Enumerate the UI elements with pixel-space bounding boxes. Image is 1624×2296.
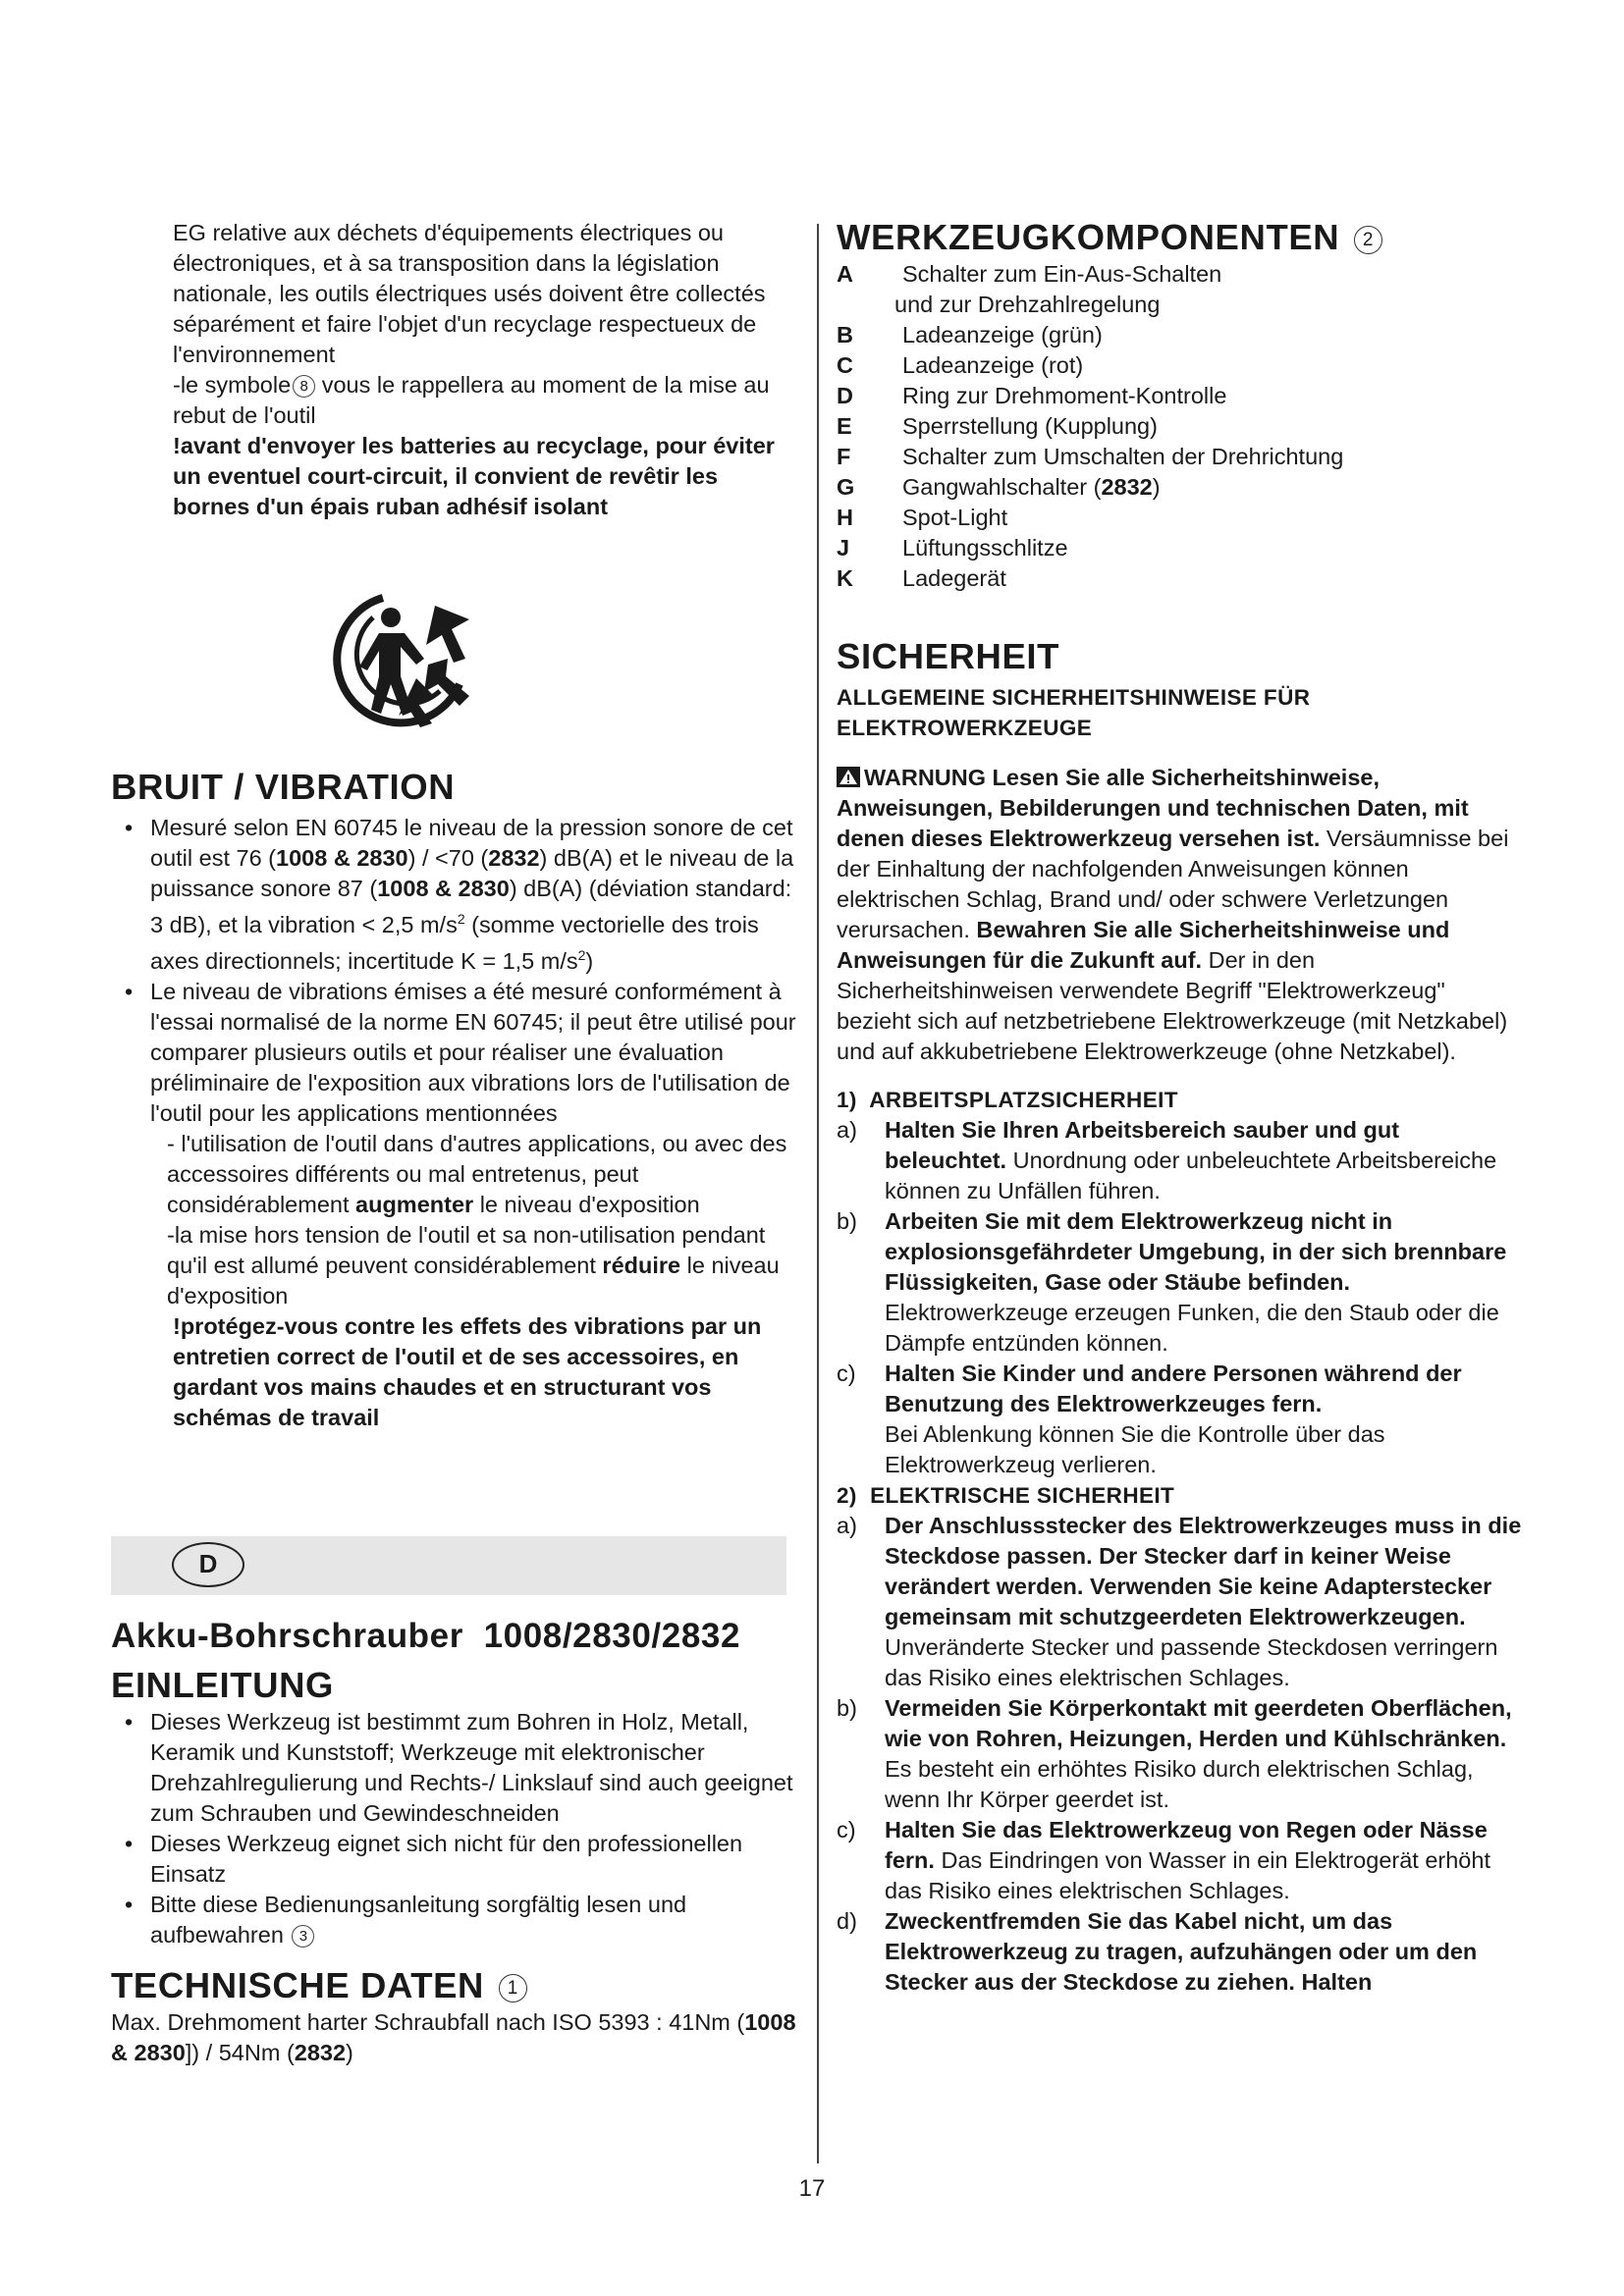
component-row	[837, 411, 1524, 442]
item-2a	[837, 1511, 1524, 1693]
noise-dash-2	[111, 1220, 798, 1311]
language-banner	[111, 1536, 786, 1595]
component-row	[837, 290, 1524, 320]
noise-text: ) / <70 (	[407, 845, 489, 871]
item-bold: Der Anschlussstecker des Elektrowerkzeuges muss in die Steckdose passen. Der Stecker darf in keiner Weise verändert werden. Verwenden Sie keine Adapterstecker gemeinsam mit schutzgeerdeten Elektrowerkzeugen.	[885, 1513, 1522, 1629]
spec-bold: 2832	[294, 2040, 347, 2065]
warning-text-2: Der in den Sicherheitshinweisen verwendete Begriff "Elektrowerkzeug" bezieht sich auf netzbetriebene Elektrowerkzeuge (mit Netzkabel) und auf akkubetriebene Elektrowerkzeuge (ohne Netzkabel).	[837, 947, 1508, 1064]
vibration-protect-note: !protégez-vous contre les effets des vibrations par un entretien correct de l'outil et de ses accessoires, en gardant vos mains chaudes et en structurant vos schémas de travail	[173, 1313, 762, 1430]
item-bold: Zweckentfremden Sie das Kabel nicht, um das Elektrowerkzeug zu tragen, aufzuhängen oder um den Stecker aus der Steckdose zu ziehen. Halten	[885, 1908, 1478, 1995]
item-label: b)	[837, 1208, 857, 1234]
warning-paragraph	[837, 763, 1514, 1067]
safety-heading: SICHERHEIT	[837, 636, 1060, 676]
spec-bold: 1008 & 2830	[111, 2009, 796, 2065]
component-text: Spot-Light	[902, 505, 1008, 530]
noise-vibration-heading: BRUIT / VIBRATION	[111, 767, 456, 807]
component-key: K	[837, 565, 853, 591]
noise-text: ) dB(A) et le niveau de la puissance sonore 87 (	[150, 845, 794, 901]
warning-bold: WARNUNG Lesen Sie alle Sicherheitshinweise, Anweisungen, Bebilderungen und technischen Daten, mit denen dieses Elektrowerkzeug versehen ist.	[837, 765, 1469, 851]
component-key: B	[837, 322, 853, 347]
noise-text: Mesuré selon EN 60745 le niveau de la pression sonore de cet outil est 76 (	[150, 815, 793, 871]
component-text: Sperrstellung (Kupplung)	[902, 413, 1158, 439]
component-key: F	[837, 444, 851, 469]
recycling-logo	[322, 568, 489, 735]
item-label: c)	[837, 1361, 856, 1386]
model-bold: 1008 & 2830	[276, 845, 408, 871]
item-bold: Vermeiden Sie Körperkontakt mit geerdeten Oberflächen, wie von Rohren, Heizungen, Herden und Kühlschränken.	[885, 1695, 1512, 1751]
component-row	[837, 533, 1524, 563]
component-text: Schalter zum Umschalten der Drehrichtung	[902, 444, 1344, 469]
dash-text: le niveau d'exposition	[167, 1253, 780, 1308]
symbol-suffix: vous le rappellera au moment de la mise au rebut de l'outil	[173, 372, 770, 428]
component-text: Lüftungsschlitze	[902, 535, 1068, 561]
item-text: Das Eindringen von Wasser in ein Elektrogerät erhöht das Risiko eines elektrischen Schlages.	[885, 1847, 1490, 1903]
product-title: Akku-Bohrschrauber 1008/2830/2832	[111, 1617, 741, 1655]
item-text: Es besteht ein erhöhtes Risiko durch elektrischen Schlag, wenn Ihr Körper geerdet ist.	[885, 1756, 1474, 1812]
component-row	[837, 320, 1524, 350]
item-1b	[837, 1206, 1524, 1359]
component-key: H	[837, 505, 853, 530]
noise-text: ) dB(A) (déviation standard: 3 dB), et la vibration < 2,5 m/s	[150, 876, 792, 937]
symbol-prefix: -le symbole	[173, 372, 292, 398]
item-2c	[837, 1815, 1524, 1906]
item-2d	[837, 1906, 1524, 1998]
item-label: d)	[837, 1908, 857, 1934]
component-row	[837, 503, 1524, 533]
item-bold: Halten Sie das Elektrowerkzeug von Regen oder Nässe fern.	[885, 1817, 1488, 1873]
item-text: Elektrowerkzeuge erzeugen Funken, die den Staub oder die Dämpfe entzünden können.	[885, 1300, 1499, 1356]
weee-intro: EG relative aux déchets d'équipements électriques ou électroniques, et à sa transposition dans la législation nationale, les outils électriques usés doivent être collectés séparément et faire l'objet d'un recyclage respectueux de l'environnement	[173, 220, 766, 367]
component-key: J	[837, 535, 850, 561]
item-label: c)	[837, 1817, 856, 1842]
item-label: a)	[837, 1513, 857, 1538]
component-row	[837, 259, 1524, 290]
section-1-heading: 1) ARBEITSPLATZSICHERHEIT	[837, 1088, 1178, 1112]
component-row	[837, 381, 1524, 411]
model-bold: 2832	[488, 845, 540, 871]
comp-title-text: WERKZEUGKOMPONENTEN	[837, 217, 1340, 257]
component-row	[837, 442, 1524, 472]
dash-bold: réduire	[602, 1253, 681, 1278]
dash-text: -la mise hors tension de l'outil et sa non-utilisation pendant qu'il est allumé peuvent considérablement	[167, 1222, 766, 1278]
battery-warning: !avant d'envoyer les batteries au recyclage, pour éviter un eventuel court-circuit, il convient de revêtir les bornes d'un épais ruban adhésif isolant	[173, 433, 775, 519]
section-2-heading: 2) ELEKTRISCHE SICHERHEIT	[837, 1483, 1175, 1508]
warning-bold-2: Bewahren Sie alle Sicherheitshinweise und Anweisungen für die Zukunft auf.	[837, 917, 1450, 973]
item-text: Bei Ablenkung können Sie die Kontrolle über das Elektrowerkzeug verlieren.	[885, 1421, 1385, 1477]
component-key	[837, 290, 902, 320]
technische-daten-heading	[111, 1964, 798, 2007]
weee-symbol-note	[111, 370, 798, 431]
warning-text: Versäumnisse bei der Einhaltung der nachfolgenden Anweisungen können elektrischen Schlag, Brand und/ oder schwere Verletzungen verursachen.	[837, 826, 1509, 942]
tech-title-text: TECHNISCHE DATEN	[111, 1965, 485, 2005]
einleitung-heading: EINLEITUNG	[111, 1665, 335, 1705]
component-text: Ladeanzeige (grün)	[902, 322, 1103, 347]
component-key: G	[837, 474, 855, 500]
superscript: 2	[457, 911, 465, 927]
torque-spec	[111, 2007, 798, 2068]
item-bold: Arbeiten Sie mit dem Elektrowerkzeug nicht in explosionsgefährdeter Umgebung, in der sich brennbare Flüssigkeiten, Gase oder Stäube befinden.	[885, 1208, 1507, 1295]
item-label: b)	[837, 1695, 857, 1721]
model-bold: 1008 & 2830	[377, 876, 510, 901]
language-badge-d: D	[172, 1542, 244, 1587]
german-intro	[111, 1615, 798, 2068]
intro-bullet-2: • Dieses Werkzeug eignet sich nicht für den professionellen Einsatz	[111, 1829, 798, 1890]
component-text: Gangwahlschalter (2832)	[902, 474, 1161, 500]
component-text: Ladeanzeige (rot)	[902, 352, 1084, 378]
component-key: A	[837, 261, 853, 287]
dash-text: le niveau d'exposition	[473, 1192, 700, 1217]
component-row	[837, 563, 1524, 594]
dash-text: - l'utilisation de l'outil dans d'autres applications, ou avec des accessoires différents ou mal entretenus, peut considérablement	[167, 1131, 787, 1217]
item-bold: Halten Sie Ihren Arbeitsbereich sauber und gut beleuchtet.	[885, 1117, 1400, 1173]
item-1c	[837, 1359, 1524, 1480]
noise-bullet-1	[111, 813, 798, 977]
item-label: a)	[837, 1117, 857, 1143]
left-column	[111, 218, 798, 1430]
item-1a	[837, 1115, 1524, 1206]
component-key: D	[837, 383, 853, 408]
component-text: Schalter zum Ein-Aus-Schalten	[902, 261, 1222, 287]
spec-text: ]) / 54Nm (	[185, 2040, 295, 2065]
noise-dash-1	[111, 1129, 798, 1220]
item-bold: Halten Sie Kinder und andere Personen während der Benutzung des Elektrowerkzeuges fern.	[885, 1361, 1462, 1416]
spec-text: )	[346, 2040, 353, 2065]
item-2b	[837, 1693, 1524, 1815]
intro-bullet-1: • Dieses Werkzeug ist bestimmt zum Bohren in Holz, Metall, Keramik und Kunststoff; Werkzeuge mit elektronischer Drehzahlregulierung und Rechts-/ Linkslauf sind auch geeignet zum Schrauben und Gewindeschneiden	[111, 1707, 798, 1829]
callout-3: 3	[292, 1925, 314, 1948]
column-divider	[817, 224, 819, 2163]
noise-text: )	[585, 948, 594, 974]
intro-bullet-3	[111, 1890, 798, 1950]
safety-subheading: ALLGEMEINE SICHERHEITSHINWEISE FÜR ELEKTROWERKZEUGE	[837, 685, 1311, 740]
component-row	[837, 472, 1524, 503]
page-number: 17	[798, 2175, 826, 2202]
components-heading	[837, 216, 1524, 259]
noise-bullet-2: • Le niveau de vibrations émises a été mesuré conformément à l'essai normalisé de la norme EN 60745; il peut être utilisé pour comparer plusieurs outils et pour réaliser une évaluation préliminaire de l'exposition aux vibrations lors de l'utilisation de l'outil pour les applications mentionnées	[111, 977, 798, 1129]
component-text: und zur Drehzahlregelung	[894, 292, 1161, 317]
component-row	[837, 350, 1524, 381]
superscript: 2	[577, 947, 586, 963]
spec-text: Max. Drehmoment harter Schraubfall nach ISO 5393 : 41Nm (	[111, 2009, 745, 2035]
component-list	[837, 259, 1524, 594]
dash-bold: augmenter	[355, 1192, 474, 1217]
intro-text: Bitte diese Bedienungsanleitung sorgfältig lesen und aufbewahren	[150, 1892, 687, 1948]
component-text: Ring zur Drehmoment-Kontrolle	[902, 383, 1227, 408]
item-text: Unveränderte Stecker und passende Steckdosen verringern das Risiko eines elektrischen Schlages.	[885, 1634, 1498, 1690]
callout-1: 1	[499, 1974, 527, 2002]
callout-2: 2	[1354, 226, 1382, 254]
item-text: Unordnung oder unbeleuchtete Arbeitsbereiche können zu Unfällen führen.	[885, 1148, 1497, 1203]
component-text: Ladegerät	[902, 565, 1006, 591]
component-key: C	[837, 352, 853, 378]
noise-text: (somme vectorielle des trois axes directionnels; incertitude K = 1,5 m/s	[150, 912, 759, 974]
right-column	[837, 217, 1524, 1995]
warning-icon	[837, 767, 860, 787]
callout-8: 8	[293, 375, 315, 398]
component-key: E	[837, 413, 852, 439]
